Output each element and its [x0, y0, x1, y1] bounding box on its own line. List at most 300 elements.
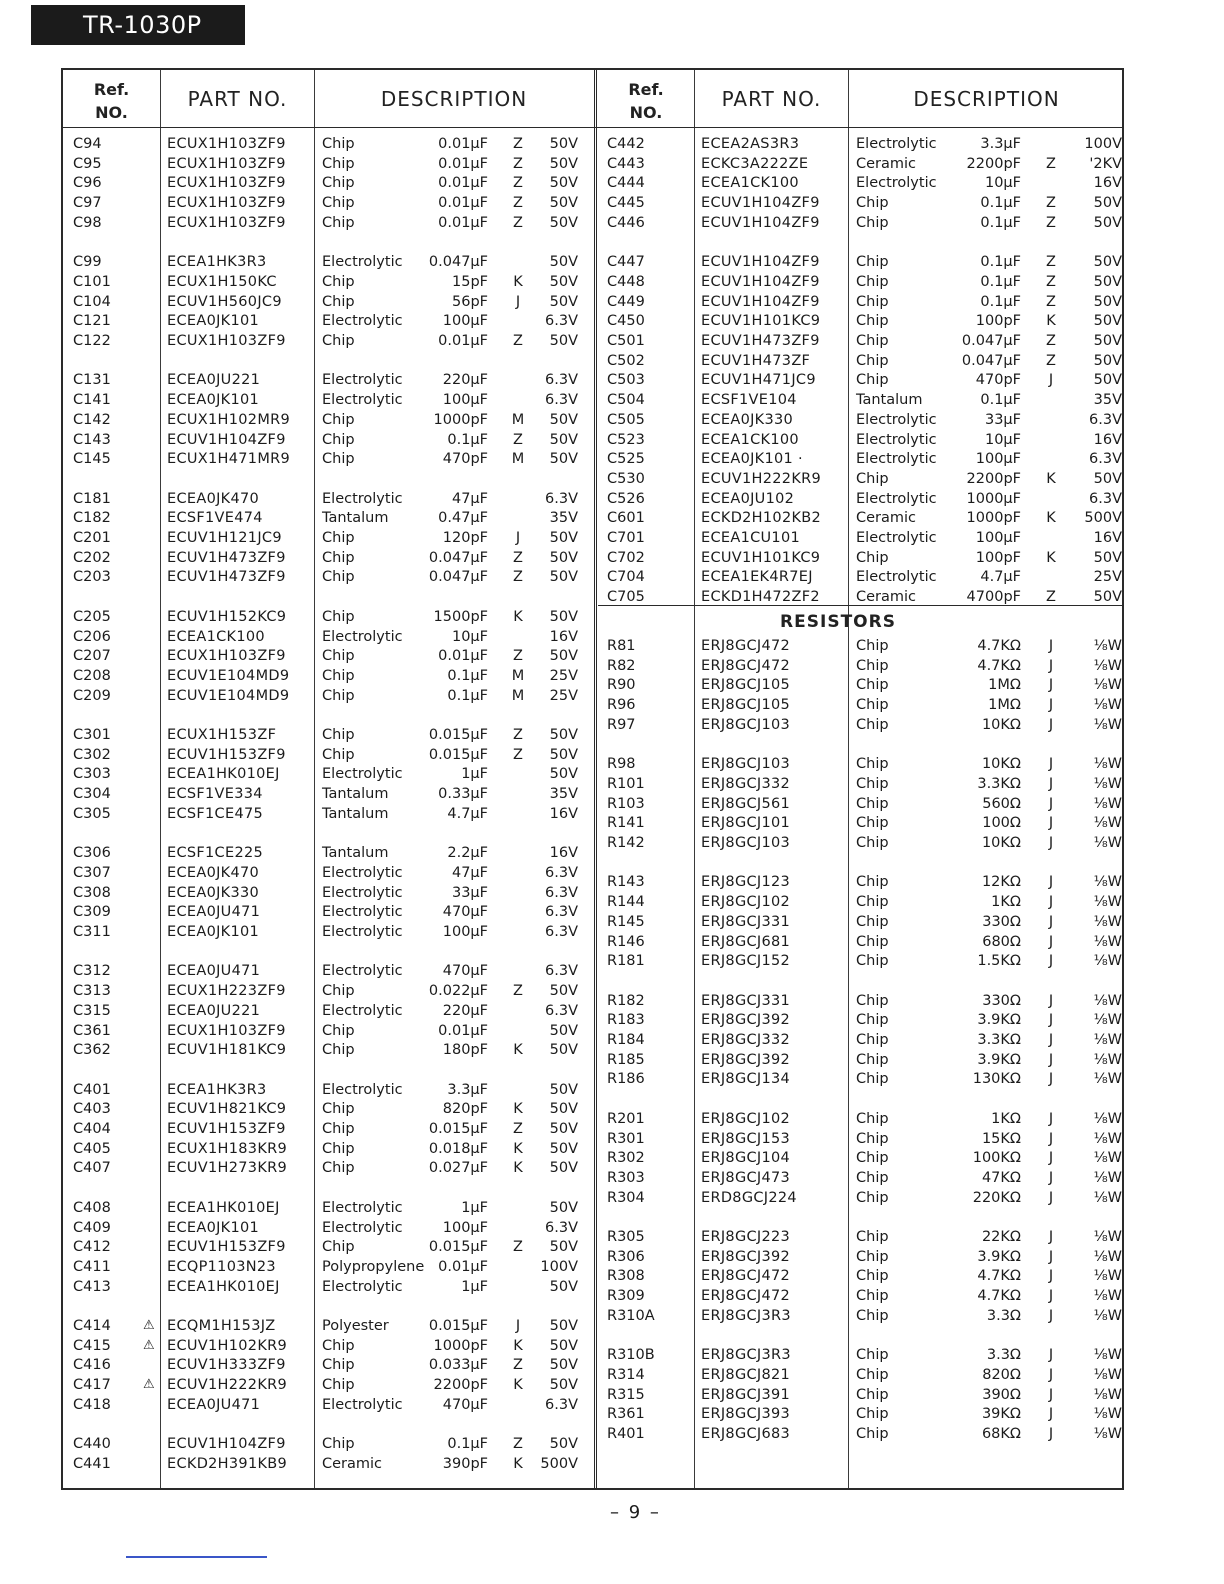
part-number: ECUV1E104MD9 — [167, 687, 290, 704]
ref-number: C701 — [607, 530, 645, 546]
tolerance-code: K — [513, 608, 523, 625]
rating: ⅛W — [1093, 1150, 1122, 1167]
component-value: 0.033μF — [428, 1357, 488, 1374]
part-row — [63, 489, 591, 509]
component-type: Chip — [322, 1239, 355, 1256]
part-row — [63, 1454, 591, 1474]
tolerance-code: K — [513, 1160, 523, 1177]
ref-number: C505 — [607, 411, 645, 428]
ref-number: C203 — [73, 569, 111, 586]
ref-number: R361 — [607, 1406, 645, 1423]
rating: 6.3V — [545, 963, 578, 980]
tolerance-code: M — [511, 411, 525, 428]
part-number: ECUX1H103ZF9 — [167, 175, 286, 192]
part-row — [597, 292, 1125, 312]
ref-number: C411 — [73, 1258, 111, 1275]
ref-number: R103 — [607, 795, 645, 812]
component-type: Chip — [856, 470, 889, 487]
component-value: 470pF — [975, 372, 1021, 389]
component-value: 3.3μF — [447, 1081, 488, 1098]
part-number: ECUX1H103ZF9 — [167, 155, 286, 172]
ref-number: C208 — [73, 667, 111, 684]
rating: 50V — [549, 175, 578, 192]
component-type: Electrolytic — [322, 904, 403, 921]
component-type: Chip — [856, 1189, 889, 1206]
ref-number: R96 — [607, 697, 636, 714]
component-value: 0.047μF — [428, 569, 488, 586]
tolerance-code: M — [511, 667, 525, 684]
part-number: ERJ8GCJ153 — [701, 1130, 791, 1147]
component-value: 0.01μF — [438, 155, 488, 172]
rating: 6.3V — [545, 904, 578, 921]
rating: 50V — [1093, 293, 1122, 310]
part-row — [63, 1158, 591, 1178]
component-value: 820pF — [442, 1101, 488, 1118]
rating: 50V — [549, 333, 578, 349]
part-row — [63, 1434, 591, 1454]
rating: ⅛W — [1093, 716, 1122, 733]
part-number: ERJ8GCJ3R3 — [701, 1307, 791, 1324]
part-row — [63, 1139, 591, 1159]
tolerance-code: Z — [513, 1239, 523, 1256]
component-value: 0.047μF — [961, 333, 1021, 349]
part-row — [63, 449, 591, 469]
component-type: Electrolytic — [856, 136, 937, 152]
component-type: Chip — [856, 1110, 889, 1127]
rating: 50V — [549, 766, 578, 783]
tolerance-code: Z — [1046, 273, 1056, 290]
component-type: Electrolytic — [322, 884, 403, 901]
rating: ⅛W — [1093, 1307, 1122, 1324]
component-value: 220μF — [442, 372, 488, 389]
tolerance-code: Z — [1046, 293, 1056, 310]
part-number: ECEA0JK101 — [167, 392, 260, 409]
tolerance-code: Z — [513, 1121, 523, 1137]
rating: 50V — [549, 608, 578, 625]
component-type: Electrolytic — [322, 1002, 403, 1019]
rating: ⅛W — [1093, 1110, 1122, 1127]
rating: 500V — [1084, 510, 1122, 527]
rating: 6.3V — [545, 884, 578, 901]
ref-number: C311 — [73, 924, 111, 940]
rating: 6.3V — [545, 864, 578, 881]
component-type: Electrolytic — [322, 1219, 403, 1236]
ref-number: C361 — [73, 1022, 111, 1039]
ref-number: R305 — [607, 1229, 645, 1245]
ref-number: C449 — [607, 293, 645, 310]
ref-number: C307 — [73, 864, 111, 881]
tolerance-code: J — [1048, 1229, 1054, 1245]
tolerance-code: K — [513, 1042, 523, 1059]
component-value: 4.7KΩ — [977, 1288, 1021, 1305]
component-value: 47KΩ — [981, 1169, 1021, 1186]
part-row — [63, 1040, 591, 1060]
part-number: ECUV1H104ZF9 — [167, 431, 286, 448]
ref-number: C501 — [607, 333, 645, 349]
component-value: 4.7μF — [447, 805, 488, 822]
component-type: Chip — [856, 1248, 889, 1265]
tolerance-code: J — [1048, 1189, 1054, 1206]
component-value: 0.047μF — [961, 352, 1021, 369]
part-number: ECEA0JK470 — [167, 864, 260, 881]
component-type: Electrolytic — [322, 313, 403, 330]
rating: 16V — [1093, 530, 1122, 546]
component-value: 0.01μF — [438, 136, 488, 152]
part-number: ECUX1H103ZF9 — [167, 214, 286, 231]
part-number: ECUX1H223ZF9 — [167, 983, 286, 1000]
part-number: ECUX1H103ZF9 — [167, 648, 286, 665]
component-type: Electrolytic — [322, 1278, 403, 1295]
component-type: Chip — [322, 1042, 355, 1059]
part-row — [597, 794, 1125, 814]
tolerance-code: J — [1048, 795, 1054, 812]
ref-number: C702 — [607, 549, 645, 566]
component-value: 3.9KΩ — [977, 1248, 1021, 1265]
rating: 6.3V — [545, 490, 578, 507]
component-value: 4.7μF — [980, 569, 1021, 586]
part-number: ECEA0JU221 — [167, 372, 261, 389]
component-type: Polypropylene — [322, 1258, 425, 1275]
part-row — [597, 1247, 1125, 1267]
component-type: Electrolytic — [322, 963, 403, 980]
ref-number: C302 — [73, 746, 111, 763]
rating: 6.3V — [545, 1219, 578, 1236]
component-type: Chip — [322, 687, 355, 704]
part-row — [63, 784, 591, 804]
component-type: Chip — [322, 411, 355, 428]
part-number: ERJ8GCJ472 — [701, 657, 791, 674]
ref-number: C181 — [73, 490, 111, 507]
component-value: 330Ω — [982, 992, 1021, 1009]
rating: 6.3V — [545, 372, 578, 389]
rating: 50V — [549, 1377, 578, 1394]
rating: 50V — [549, 1199, 578, 1216]
component-value: 0.1μF — [980, 254, 1021, 271]
part-number: ERJ8GCJ101 — [701, 815, 791, 832]
tolerance-code: J — [1048, 913, 1054, 930]
part-row — [63, 1099, 591, 1119]
ref-number: R306 — [607, 1248, 645, 1265]
rating: 50V — [549, 983, 578, 1000]
component-value: 0.015μF — [428, 1318, 488, 1334]
part-number: ECKD1H472ZF2 — [701, 589, 820, 606]
ref-number: C207 — [73, 648, 111, 665]
rating: ⅛W — [1093, 775, 1122, 792]
part-row — [597, 1168, 1125, 1188]
tolerance-code: J — [1048, 1347, 1054, 1364]
part-number: ECUV1H104ZF9 — [701, 293, 820, 310]
part-row — [63, 548, 591, 568]
component-type: Chip — [322, 648, 355, 665]
component-value: 100pF — [975, 549, 1021, 566]
component-type: Electrolytic — [856, 490, 937, 507]
ref-number: C104 — [73, 293, 111, 310]
tolerance-code: J — [515, 530, 521, 546]
component-value: 0.01μF — [438, 1258, 488, 1275]
part-row — [597, 193, 1125, 213]
rating: 50V — [1093, 273, 1122, 290]
component-type: Electrolytic — [856, 530, 937, 546]
rating: 50V — [1093, 372, 1122, 389]
rating: ⅛W — [1093, 657, 1122, 674]
ref-number: C450 — [607, 313, 645, 330]
component-type: Chip — [322, 136, 355, 152]
part-row — [63, 1021, 591, 1041]
ref-number: C445 — [607, 195, 645, 212]
part-row — [597, 892, 1125, 912]
component-value: 1500pF — [433, 608, 488, 625]
ref-number: C101 — [73, 273, 111, 290]
tolerance-code: J — [1048, 1288, 1054, 1305]
header-ref-left: Ref. NO. — [93, 80, 130, 122]
part-row — [597, 1424, 1125, 1444]
rating: ⅛W — [1093, 1426, 1122, 1442]
ref-number: R141 — [607, 815, 645, 832]
component-type: Chip — [856, 992, 889, 1009]
component-type: Chip — [856, 913, 889, 930]
part-row — [597, 1365, 1125, 1385]
tolerance-code: J — [1048, 1071, 1054, 1088]
ref-number: R183 — [607, 1012, 645, 1029]
parts-list-table — [61, 68, 1124, 1490]
part-number: ECUV1H222KR9 — [167, 1377, 288, 1394]
header-desc-left: DESCRIPTION — [380, 87, 528, 111]
part-row — [63, 981, 591, 1001]
tolerance-code: K — [513, 1377, 523, 1394]
ref-number: C407 — [73, 1160, 111, 1177]
part-row — [597, 1129, 1125, 1149]
component-value: 470pF — [442, 451, 488, 468]
part-number: ERJ8GCJ392 — [701, 1012, 791, 1029]
component-value: 0.1μF — [447, 1436, 488, 1453]
component-value: 15KΩ — [981, 1130, 1021, 1147]
component-value: 0.01μF — [438, 214, 488, 231]
component-value: 1000pF — [966, 510, 1021, 527]
part-number: ECUV1H560JC9 — [167, 293, 282, 310]
tolerance-code: J — [515, 1318, 521, 1334]
part-row — [63, 1218, 591, 1238]
component-type: Chip — [856, 1071, 889, 1088]
header-desc-right: DESCRIPTION — [913, 87, 1060, 111]
part-row — [597, 1050, 1125, 1070]
ref-number: R101 — [607, 775, 645, 792]
rating: 100V — [1084, 136, 1122, 152]
component-type: Chip — [856, 1307, 889, 1324]
part-row — [597, 1109, 1125, 1129]
tolerance-code: J — [1048, 953, 1054, 970]
rating: 16V — [1093, 175, 1122, 192]
part-row — [597, 991, 1125, 1011]
tolerance-code: K — [513, 1337, 523, 1354]
component-type: Chip — [322, 293, 355, 310]
tolerance-code: K — [1046, 510, 1056, 527]
ref-number: C143 — [73, 431, 111, 448]
tolerance-code: Z — [513, 727, 523, 743]
ref-number: C315 — [73, 1002, 111, 1019]
component-type: Chip — [322, 667, 355, 684]
part-number: ECUV1H273KR9 — [167, 1160, 288, 1177]
part-row — [63, 843, 591, 863]
rating: 6.3V — [1089, 451, 1122, 468]
rating: 25V — [1093, 569, 1122, 586]
tolerance-code: K — [513, 1140, 523, 1157]
component-value: 0.01μF — [438, 1022, 488, 1039]
part-row — [63, 922, 591, 942]
rating: ⅛W — [1093, 835, 1122, 851]
tolerance-code: J — [1048, 756, 1054, 773]
component-value: 820Ω — [982, 1366, 1021, 1383]
component-value: 15pF — [452, 273, 488, 290]
part-row — [63, 430, 591, 450]
part-number: ECUV1H121JC9 — [167, 530, 282, 546]
component-value: 2200pF — [966, 470, 1021, 487]
tolerance-code: Z — [1046, 352, 1056, 369]
rating: 25V — [549, 687, 578, 704]
component-type: Ceramic — [856, 589, 917, 606]
part-number: ECEA1EK4R7EJ — [701, 569, 813, 586]
component-type: Chip — [322, 1121, 355, 1137]
component-type: Electrolytic — [322, 490, 403, 507]
component-type: Tantalum — [856, 392, 923, 409]
part-number: ERJ8GCJ332 — [701, 775, 791, 792]
part-number: ERJ8GCJ134 — [701, 1071, 791, 1088]
component-value: 0.015μF — [428, 727, 488, 743]
part-row — [597, 390, 1125, 410]
tolerance-code: Z — [1046, 155, 1056, 172]
tolerance-code: J — [1048, 677, 1054, 694]
component-type: Electrolytic — [322, 1081, 403, 1098]
part-number: ECQM1H153JZ — [167, 1318, 276, 1334]
rating: 6.3V — [545, 924, 578, 940]
part-number: ECKC3A222ZE — [701, 155, 809, 172]
part-row — [597, 774, 1125, 794]
part-row — [597, 1385, 1125, 1405]
tolerance-code: J — [1048, 933, 1054, 950]
part-row — [597, 813, 1125, 833]
ref-number: C145 — [73, 451, 111, 468]
ref-number: R181 — [607, 953, 645, 970]
component-value: 1μF — [461, 1199, 488, 1216]
ref-number: R308 — [607, 1268, 645, 1285]
ref-number: C601 — [607, 510, 645, 527]
part-number: ECEA0JU471 — [167, 904, 261, 921]
rating: 50V — [549, 1140, 578, 1157]
rating: ⅛W — [1093, 953, 1122, 970]
rating: ⅛W — [1093, 1189, 1122, 1206]
tolerance-code: J — [1048, 1110, 1054, 1127]
ref-number: R97 — [607, 716, 636, 733]
tolerance-code: J — [1048, 638, 1054, 654]
rating: 35V — [549, 786, 578, 803]
ref-number: C305 — [73, 805, 111, 822]
rating: ⅛W — [1093, 638, 1122, 654]
part-number: ERJ8GCJ102 — [701, 894, 791, 911]
tolerance-code: J — [1048, 1150, 1054, 1167]
caution-triangle-icon: ⚠ — [143, 1377, 155, 1393]
component-value: 100Ω — [982, 815, 1021, 832]
component-type: Chip — [856, 677, 889, 694]
part-number: ERJ8GCJ332 — [701, 1032, 791, 1048]
part-number: ERJ8GCJ473 — [701, 1169, 791, 1186]
ref-number: C96 — [73, 175, 102, 192]
component-type: Chip — [856, 775, 889, 792]
component-type: Chip — [856, 1268, 889, 1285]
ref-number: R201 — [607, 1110, 645, 1127]
component-type: Chip — [322, 1357, 355, 1374]
component-value: 3.9KΩ — [977, 1012, 1021, 1029]
part-number: ECEA0JU102 — [701, 490, 795, 507]
rating: ⅛W — [1093, 1169, 1122, 1186]
tolerance-code: Z — [1046, 333, 1056, 349]
part-row — [63, 390, 591, 410]
rating: ⅛W — [1093, 894, 1122, 911]
rating: 50V — [1093, 195, 1122, 212]
component-type: Electrolytic — [322, 254, 403, 271]
ref-number: R182 — [607, 992, 645, 1009]
rating: ⅛W — [1093, 1012, 1122, 1029]
part-number: ERJ8GCJ104 — [701, 1150, 791, 1167]
part-row — [63, 331, 591, 351]
part-row — [597, 833, 1125, 853]
component-type: Electrolytic — [856, 175, 937, 192]
rating: ⅛W — [1093, 933, 1122, 950]
component-type: Chip — [322, 549, 355, 566]
part-number: ECEA0JK101 — [167, 924, 260, 940]
part-number: ERJ8GCJ123 — [701, 874, 791, 891]
component-value: 0.1μF — [447, 431, 488, 448]
ref-number: C304 — [73, 786, 111, 803]
rating: 50V — [549, 1357, 578, 1374]
part-row — [63, 1355, 591, 1375]
part-row — [597, 272, 1125, 292]
tolerance-code: Z — [1046, 589, 1056, 606]
part-number: ECSF1CE225 — [167, 845, 264, 862]
caution-triangle-icon: ⚠ — [143, 1337, 155, 1353]
rating: 50V — [1093, 470, 1122, 487]
rating: 50V — [549, 1121, 578, 1137]
rating: 50V — [549, 451, 578, 468]
component-type: Chip — [322, 530, 355, 546]
tolerance-code: J — [1048, 716, 1054, 733]
part-number: ECUV1H153ZF9 — [167, 1239, 286, 1256]
rating: 6.3V — [1089, 490, 1122, 507]
rating: ⅛W — [1093, 1248, 1122, 1265]
tolerance-code: J — [1048, 775, 1054, 792]
part-number: ERJ8GCJ391 — [701, 1386, 791, 1403]
component-type: Chip — [322, 746, 355, 763]
tolerance-code: J — [1048, 1426, 1054, 1442]
ref-number: C704 — [607, 569, 645, 586]
tolerance-code: Z — [513, 569, 523, 586]
ref-number: C412 — [73, 1239, 111, 1256]
component-type: Chip — [856, 1229, 889, 1245]
ref-number: C442 — [607, 136, 645, 152]
part-number: ECUV1H333ZF9 — [167, 1357, 286, 1374]
component-type: Chip — [856, 195, 889, 212]
component-value: 130KΩ — [972, 1071, 1021, 1088]
ref-number: C403 — [73, 1101, 111, 1118]
rating: ⅛W — [1093, 1032, 1122, 1048]
part-number: ECUX1H103ZF9 — [167, 195, 286, 212]
component-value: 220KΩ — [972, 1189, 1021, 1206]
rating: 6.3V — [1089, 411, 1122, 428]
ref-number: C447 — [607, 254, 645, 271]
model-title: TR-1030P — [31, 5, 245, 45]
component-value: 1KΩ — [991, 1110, 1021, 1127]
component-type: Chip — [322, 1160, 355, 1177]
part-row — [63, 883, 591, 903]
part-number: ERJ8GCJ331 — [701, 913, 791, 930]
